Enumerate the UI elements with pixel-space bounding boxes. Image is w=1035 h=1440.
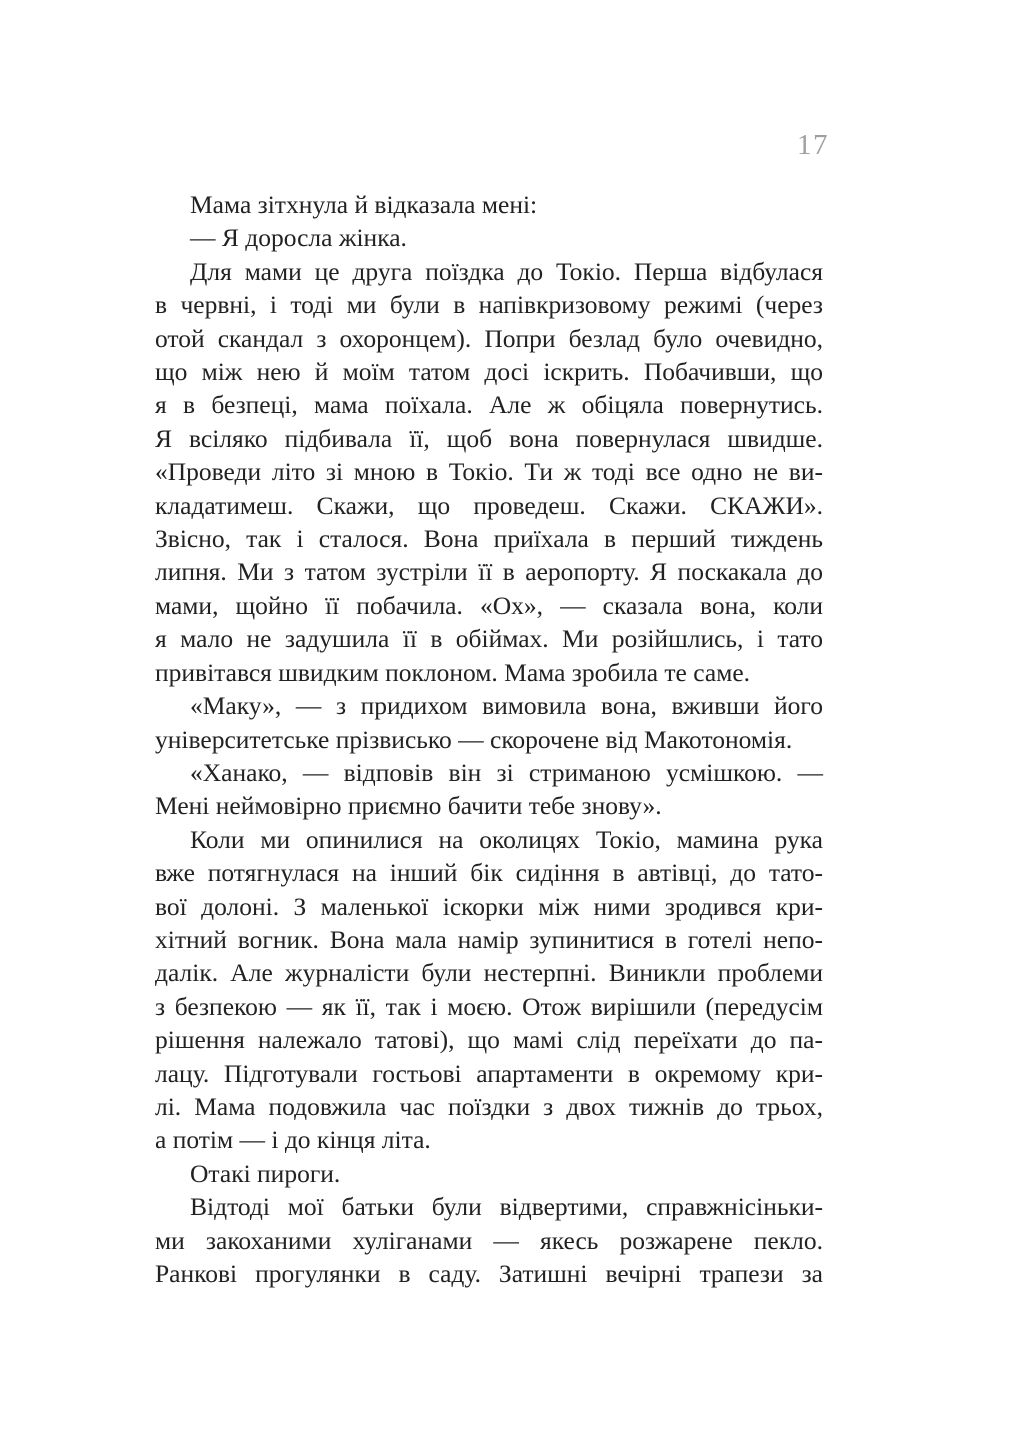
text-line: хітний вогник. Вона мала намір зупинитися в готелі непо-: [155, 924, 823, 954]
paragraph: [155, 221, 823, 254]
text-line: я мало не задушила її в обіймах. Ми розійшлись, і тато: [155, 624, 823, 654]
text-line: вже потягнулася на інший бік сидіння в автівці, до тато-: [155, 858, 823, 888]
text-line: лі. Мама подовжила час поїздки з двох тижнів до трьох,: [155, 1091, 823, 1121]
text-line: липня. Ми з татом зустріли її в аеропорту. Я поскакала до: [155, 557, 823, 587]
text-line: а потім — і до кінця літа.: [155, 1125, 431, 1155]
text-line: мами, щойно її побачила. «Ох», — сказала вона, коли: [155, 590, 823, 620]
text-line: з безпекою — як її, так і моєю. Отож вирішили (передусім: [155, 991, 823, 1021]
text-line: далік. Але журналісти були нестерпні. Виникли проблеми: [155, 958, 823, 988]
text-line: ми закоханими хуліганами — якесь розжарене пекло.: [155, 1225, 823, 1255]
text-line: Я всіляко підбивала її, щоб вона повернулася швидше.: [155, 423, 823, 453]
text-line: Ранкові прогулянки в саду. Затишні вечірні трапези за: [155, 1259, 823, 1288]
text-line: «Проведи літо зі мною в Токіо. Ти ж тоді все одно не ви-: [155, 457, 823, 487]
text-line: я в безпеці, мама поїхала. Але ж обіцяла повернутись.: [155, 390, 823, 420]
paragraph: [155, 1190, 823, 1290]
text-line: — Я доросла жінка.: [190, 223, 407, 253]
text-line: «Ханако, — відповів він зі стриманою усмішкою. —: [190, 757, 823, 787]
text-line: отой скандал з охоронцем). Попри безлад було очевидно,: [155, 323, 823, 353]
text-line: в червні, і тоді ми були в напівкризовому режимі (через: [155, 290, 823, 320]
text-line: привітався швидким поклоном. Мама зробила те саме.: [155, 657, 751, 687]
text-line: Звісно, так і сталося. Вона приїхала в перший тиждень: [155, 524, 823, 554]
paragraph: [155, 689, 823, 756]
text-line: Отакі пироги.: [190, 1158, 341, 1188]
paragraph: [155, 188, 823, 221]
paragraph: [155, 756, 823, 823]
paragraph: [155, 1157, 823, 1190]
text-line: Мама зітхнула й відказала мені:: [190, 190, 538, 219]
paragraph: [155, 823, 823, 1157]
text-line: «Маку», — з придихом вимовила вона, вживши його: [190, 691, 823, 721]
text-line: Відтоді мої батьки були відвертими, справжнісіньки-: [190, 1192, 823, 1222]
text-line: лацу. Підготували гостьові апартаменти в окремому кри-: [155, 1058, 823, 1088]
text-line: кладатимеш. Скажи, що проведеш. Скажи. СКАЖИ».: [155, 490, 823, 520]
text-line: рішення належало татові), що мамі слід переїхати до па-: [155, 1025, 823, 1055]
page-number: 17: [797, 129, 829, 161]
paragraph: [155, 255, 823, 689]
text-line: Для мами це друга поїздка до Токіо. Перша відбулася: [190, 256, 823, 286]
text-line: що між нею й моїм татом досі іскрить. Побачивши, що: [155, 357, 823, 387]
page-body-text: [155, 188, 823, 1290]
text-line: вої долоні. З маленької іскорки між ними зродився кри-: [155, 891, 823, 921]
text-line: Мені неймовірно приємно бачити тебе знову».: [155, 791, 662, 821]
text-line: університетське прізвисько — скорочене від Макотономія.: [155, 724, 793, 754]
text-line: Коли ми опинилися на околицях Токіо, мамина рука: [190, 824, 823, 854]
